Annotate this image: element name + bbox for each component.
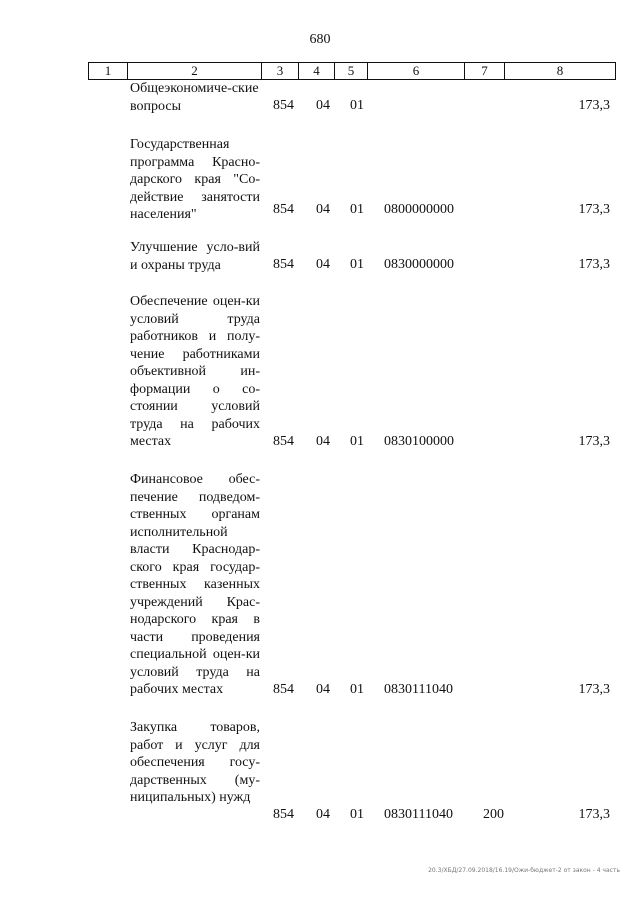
row-1-description: Общеэкономиче-ские вопросы (130, 81, 259, 114)
row-2-col-6: 0800000000 (384, 202, 454, 217)
row-3-col-6: 0830000000 (384, 257, 454, 272)
page-number: 680 (309, 32, 331, 47)
row-5-col-3: 854 (273, 682, 294, 697)
row-6-col-3: 854 (273, 807, 294, 822)
row-1-col-3: 854 (273, 98, 294, 113)
row-5-description: Финансовое обес-печение подведом-ственных органам исполнительной власти Краснодар-ского края государ-ственных казенных учреждений Крас-нодарского края в части проведения специальной оцен-ки условий труда на рабочих местах (130, 472, 260, 697)
row-1-col-4: 04 (316, 98, 330, 113)
header-col-8: 8 (556, 63, 564, 78)
row-5-col-6: 0830111040 (384, 682, 453, 697)
row-5-amount: 173,3 (578, 682, 610, 697)
table-header (88, 62, 616, 80)
row-6-col-6: 0830111040 (384, 807, 453, 822)
header-col-4: 4 (313, 63, 320, 78)
header-col-6: 6 (412, 63, 420, 78)
row-4-col-5: 01 (350, 434, 364, 449)
row-6-description: Закупка товаров, работ и услуг для обеспечения госу-дарственных (му-ниципальных) нужд (130, 720, 260, 805)
row-5-col-5: 01 (350, 682, 364, 697)
footer-file-note: 20.3/ХБД/27.09.2018/16.19/Ожи-бюджет-2 от закон - 4 часть (428, 867, 620, 874)
row-1-amount: 173,3 (578, 98, 610, 113)
row-3-description: Улучшение усло-вий и охраны труда (130, 240, 260, 273)
row-2-amount: 173,3 (578, 202, 610, 217)
header-col-7: 7 (481, 63, 488, 78)
header-col-5: 5 (347, 63, 355, 78)
row-4-col-6: 0830100000 (384, 434, 454, 449)
row-2-col-5: 01 (350, 202, 364, 217)
row-6-col-4: 04 (316, 807, 330, 822)
row-2-description: Государственная программа Красно-дарского края "Со-действие занятости населения" (130, 137, 260, 222)
row-1-col-5: 01 (350, 98, 364, 113)
header-col-2: 2 (191, 63, 198, 78)
row-5-col-4: 04 (316, 682, 330, 697)
row-4-col-3: 854 (273, 434, 294, 449)
row-6-col-7: 200 (483, 807, 504, 822)
row-4-amount: 173,3 (578, 434, 610, 449)
header-col-1: 1 (104, 63, 112, 78)
row-2-col-3: 854 (273, 202, 294, 217)
row-4-description: Обеспечение оцен-ки условий труда работников и полу-чение работниками объективной ин-формации о со-стоянии условий труда на рабочих местах (130, 294, 260, 449)
header-col-3: 3 (276, 63, 284, 78)
row-6-amount: 173,3 (578, 807, 610, 822)
row-3-col-3: 854 (273, 257, 294, 272)
row-4-col-4: 04 (316, 434, 330, 449)
row-2-col-4: 04 (316, 202, 330, 217)
row-3-amount: 173,3 (578, 257, 610, 272)
row-3-col-5: 01 (350, 257, 364, 272)
row-3-col-4: 04 (316, 257, 330, 272)
row-6-col-5: 01 (350, 807, 364, 822)
